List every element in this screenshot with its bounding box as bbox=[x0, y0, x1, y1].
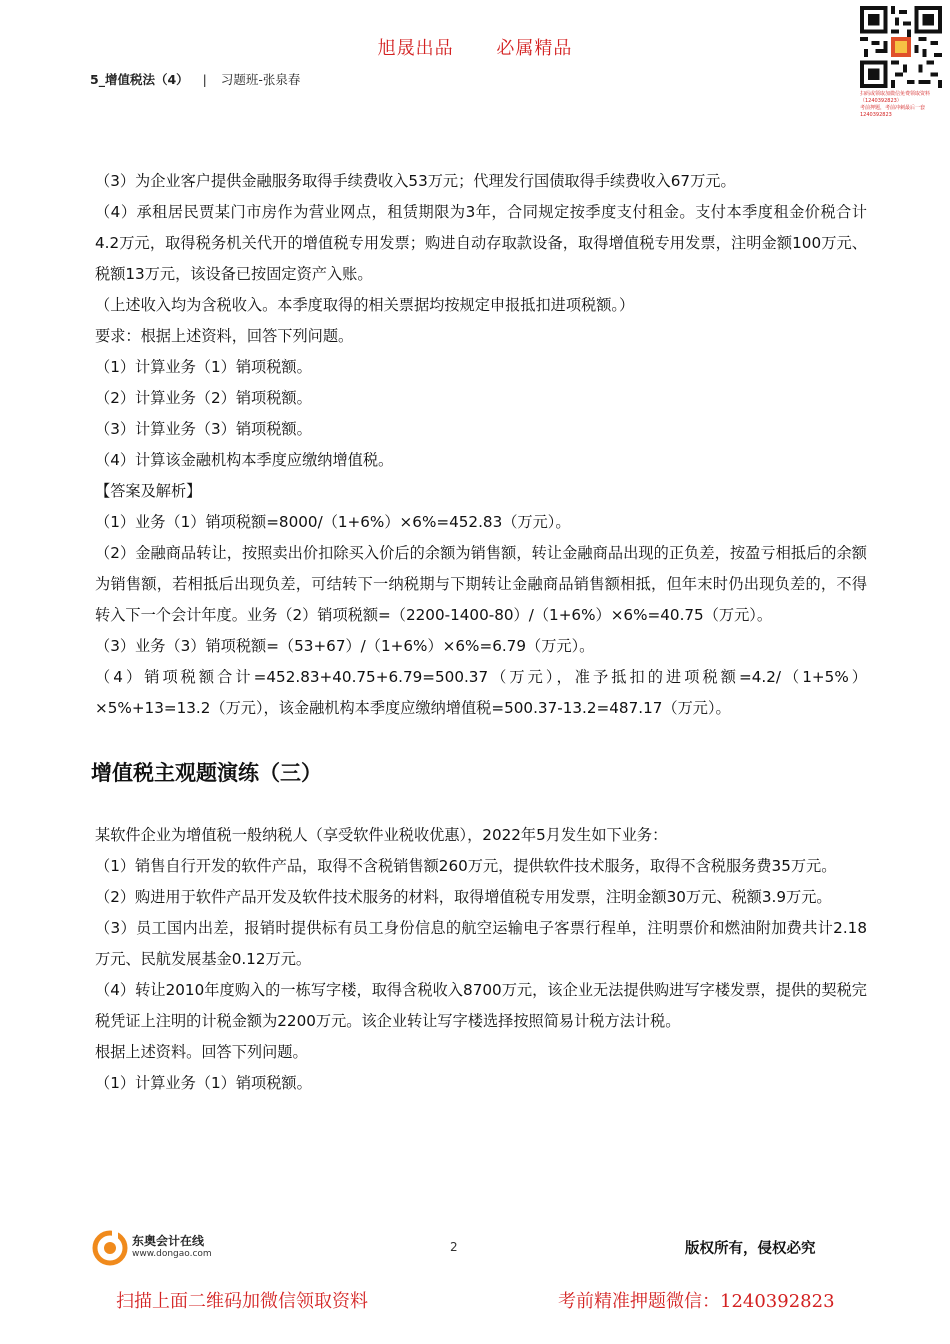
paragraph: （4）承租居民贾某门市房作为营业网点，租赁期限为3年，合同规定按季度支付租金。支付本季度租金价税合计4.2万元，取得税务机关代开的增值税专用发票；购进自动存取款设备，取得增值税专用发票，注明金额100万元、税额13万元，该设备已按固定资产入账。 bbox=[95, 203, 867, 283]
logo-url: www.dongao.com bbox=[132, 1249, 212, 1259]
paragraph: （1）销售自行开发的软件产品，取得不含税销售额260万元，提供软件技术服务，取得不含税服务费35万元。 bbox=[95, 857, 837, 875]
dongao-logo bbox=[92, 1230, 262, 1266]
paragraph: （4）销项税额合计=452.83+40.75+6.79=500.37（万元），准予抵扣的进项税额=4.2/（1+5%）×5%+13=13.2（万元），该金融机构本季度应缴纳增值税=500.37-13.2=487.17（万元）。 bbox=[95, 668, 867, 717]
document-body bbox=[91, 166, 867, 1099]
section-title: 增值税主观题演练（三） bbox=[91, 761, 322, 785]
paragraph: （2）金融商品转让，按照卖出价扣除买入价后的余额为销售额，转让金融商品出现的正负差，按盈亏相抵后的余额为销售额，若相抵后出现负差，可结转下一纳税期与下期转让金融商品销售额相抵，但年末时仍出现负差的，不得转入下一个会计年度。业务（2）销项税额=（2200-1400-80）/（1+6%）×6%=40.75（万元）。 bbox=[95, 544, 867, 624]
paragraph: （3）业务（3）销项税额=（53+67）/（1+6%）×6%=6.79（万元）。 bbox=[95, 637, 595, 655]
paragraph: （1）业务（1）销项税额=8000/（1+6%）×6%=452.83（万元）。 bbox=[95, 513, 571, 531]
paragraph: （1）计算业务（1）销项税额。 bbox=[95, 1074, 312, 1092]
paragraph: （4）转让2010年度购入的一栋写字楼，取得含税收入8700万元，该企业无法提供购进写字楼发票，提供的契税完税凭证上注明的计税金额为2200万元。该企业转让写字楼选择按照简易计税方法计税。 bbox=[95, 981, 867, 1030]
page-number: 2 bbox=[450, 1240, 458, 1254]
paragraph: （1）计算业务（1）销项税额。 bbox=[95, 358, 312, 376]
dongao-logo-icon bbox=[92, 1230, 128, 1266]
bottom-banner-right: 考前精准押题微信：1240392823 bbox=[558, 1291, 835, 1312]
paragraph: （上述收入均为含税收入。本季度取得的相关票据均按规定申报抵扣进项税额。） bbox=[95, 296, 635, 314]
top-banner-right: 必属精品 bbox=[496, 38, 573, 59]
course-name: 习题班-张泉春 bbox=[220, 72, 301, 87]
paragraph: （3）为企业客户提供金融服务取得手续费收入53万元；代理发行国债取得手续费收入67万元。 bbox=[95, 172, 736, 190]
paragraph: 要求：根据上述资料，回答下列问题。 bbox=[95, 327, 354, 345]
bottom-banner-left: 扫描上面二维码加微信领取资料 bbox=[116, 1291, 368, 1312]
header-separator: | bbox=[202, 72, 207, 87]
paragraph: 根据上述资料。回答下列问题。 bbox=[95, 1043, 308, 1061]
qr-caption bbox=[860, 91, 946, 119]
logo-name: 东奥会计在线 bbox=[132, 1234, 205, 1248]
paragraph: （3）员工国内出差，报销时提供标有员工身份信息的航空运输电子客票行程单，注明票价和燃油附加费共计2.18万元、民航发展基金0.12万元。 bbox=[95, 919, 867, 968]
top-banner bbox=[0, 34, 950, 60]
page-header bbox=[90, 70, 300, 88]
paragraph: （2）计算业务（2）销项税额。 bbox=[95, 389, 312, 407]
paragraph: （2）购进用于软件产品开发及软件技术服务的材料，取得增值税专用发票，注明金额30万元、税额3.9万元。 bbox=[95, 888, 832, 906]
chapter-title: 5_增值税法（4） bbox=[90, 72, 189, 87]
paragraph: （3）计算业务（3）销项税额。 bbox=[95, 420, 312, 438]
top-banner-left: 旭晟出品 bbox=[377, 38, 454, 59]
qr-caption-line-1: 扫码或领取加微信免费领取资料（1240392823） bbox=[860, 91, 931, 104]
qr-caption-line-2: 考前押题，考前冲刺最后一套 1240392823 bbox=[860, 105, 926, 118]
answer-heading: 【答案及解析】 bbox=[95, 482, 202, 500]
qr-code-icon bbox=[860, 6, 942, 88]
paragraph: （4）计算该金融机构本季度应缴纳增值税。 bbox=[95, 451, 394, 469]
paragraph: 某软件企业为增值税一般纳税人（享受软件业税收优惠），2022年5月发生如下业务： bbox=[95, 826, 668, 844]
copyright-notice: 版权所有，侵权必究 bbox=[685, 1241, 816, 1257]
